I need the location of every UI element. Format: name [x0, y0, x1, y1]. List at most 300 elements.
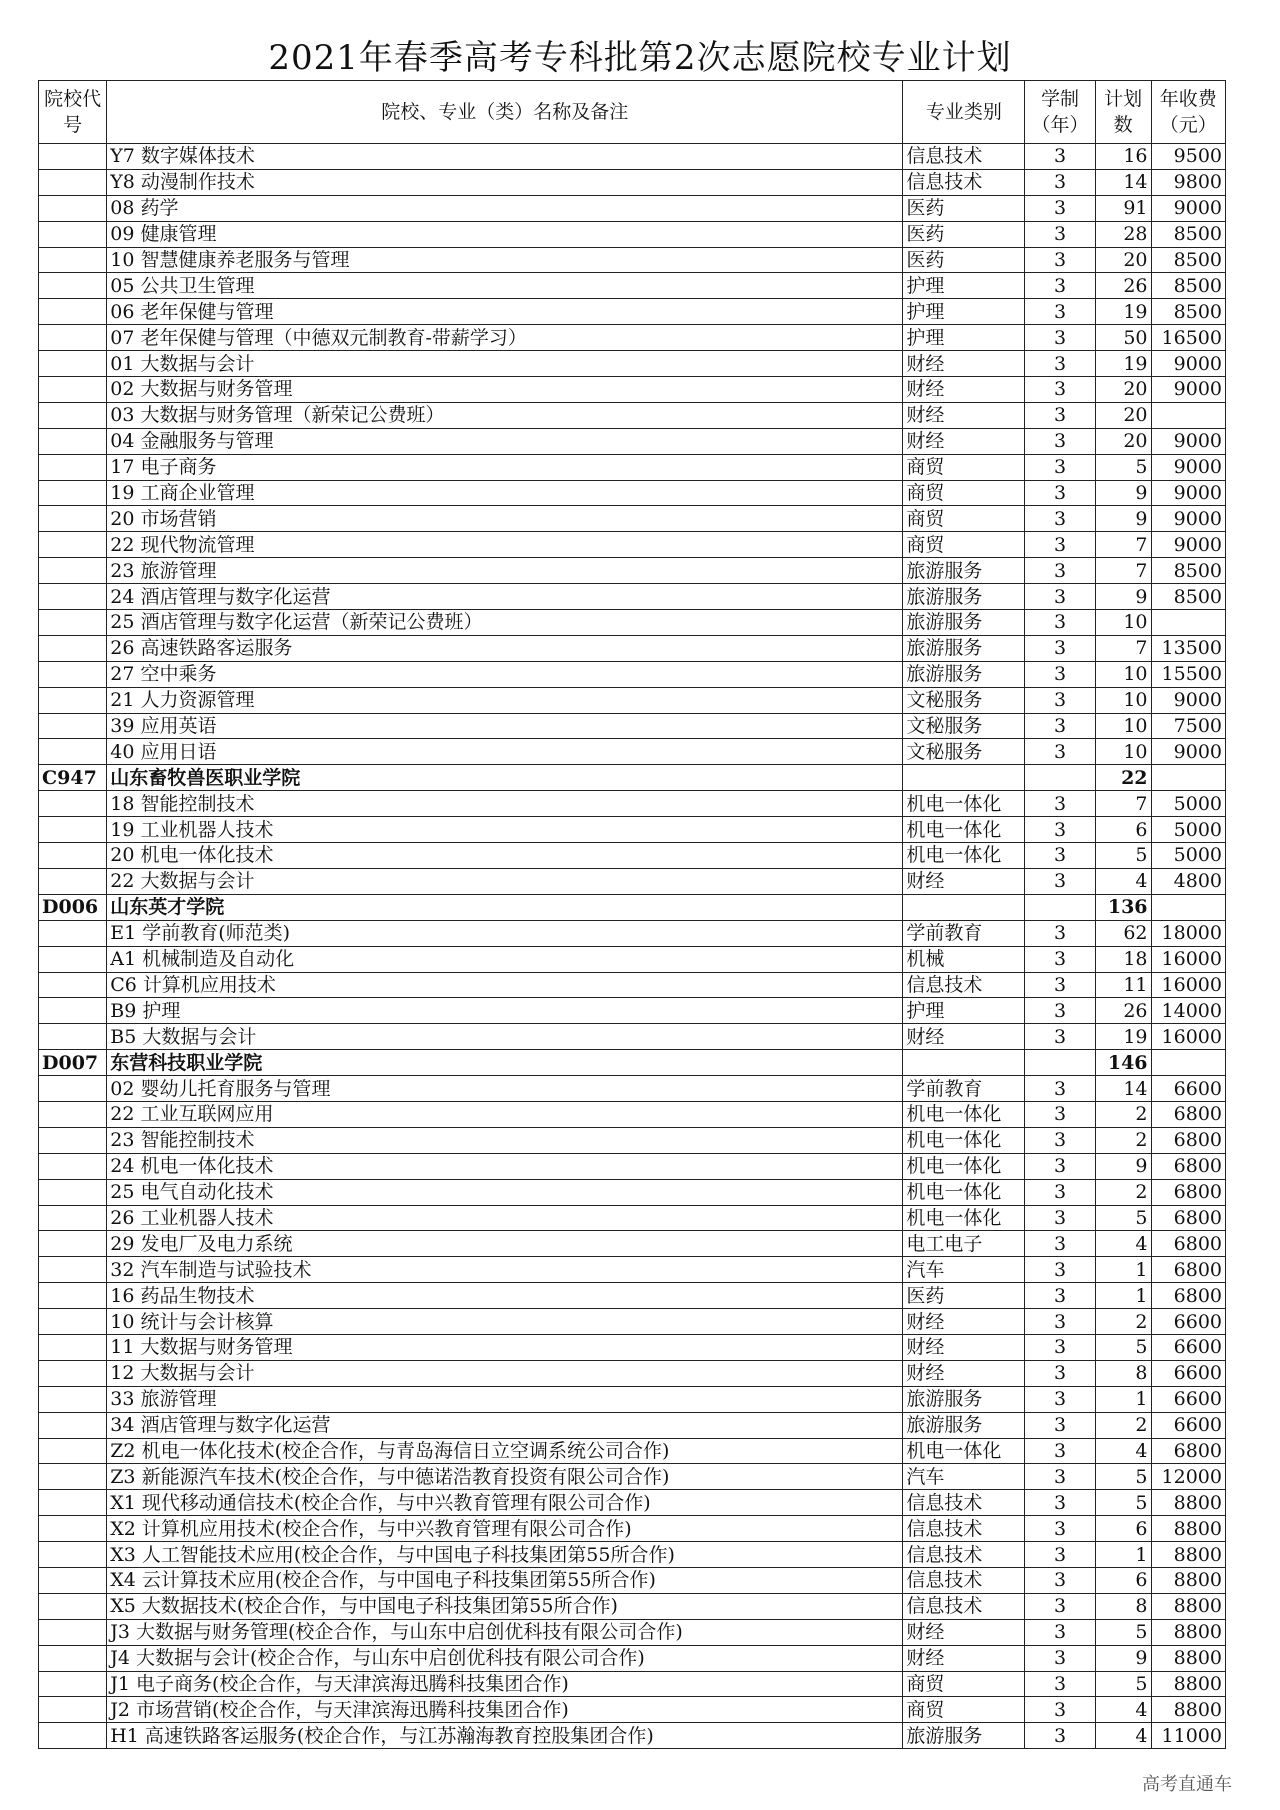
institution-code — [39, 299, 107, 325]
institution-code — [39, 1205, 107, 1231]
annual-fee: 8800 — [1151, 1567, 1225, 1593]
plan-count: 19 — [1095, 351, 1151, 377]
header-fee: 年收费（元） — [1151, 81, 1225, 144]
study-years: 3 — [1025, 1438, 1095, 1464]
major-category — [903, 894, 1025, 920]
annual-fee: 9000 — [1151, 532, 1225, 558]
plan-count: 7 — [1095, 791, 1151, 817]
major-name: J3 大数据与财务管理(校企合作，与山东中启创优科技有限公司合作) — [107, 1619, 903, 1645]
major-name: 26 高速铁路客运服务 — [107, 635, 903, 661]
institution-code — [39, 868, 107, 894]
table-row — [39, 713, 1226, 739]
major-category: 商贸 — [903, 532, 1025, 558]
major-category: 信息技术 — [903, 972, 1025, 998]
major-name: H1 高速铁路客运服务(校企合作，与江苏瀚海教育控股集团合作) — [107, 1723, 903, 1749]
plan-count: 26 — [1095, 273, 1151, 299]
major-name: 06 老年保健与管理 — [107, 299, 903, 325]
plan-count: 7 — [1095, 532, 1151, 558]
plan-count: 91 — [1095, 195, 1151, 221]
major-category: 护理 — [903, 325, 1025, 351]
plan-count: 1 — [1095, 1257, 1151, 1283]
institution-code — [39, 1490, 107, 1516]
annual-fee: 9000 — [1151, 454, 1225, 480]
institution-code — [39, 791, 107, 817]
major-category: 机电一体化 — [903, 1127, 1025, 1153]
major-name: E1 学前教育(师范类) — [107, 920, 903, 946]
annual-fee: 9000 — [1151, 480, 1225, 506]
table-row — [39, 1464, 1226, 1490]
institution-code: D007 — [39, 1050, 107, 1076]
major-category: 财经 — [903, 1619, 1025, 1645]
major-name: 20 机电一体化技术 — [107, 843, 903, 869]
plan-count: 10 — [1095, 739, 1151, 765]
major-name: 18 智能控制技术 — [107, 791, 903, 817]
annual-fee: 15500 — [1151, 661, 1225, 687]
institution-code — [39, 558, 107, 584]
major-name: J1 电子商务(校企合作，与天津滨海迅腾科技集团合作) — [107, 1671, 903, 1697]
study-years: 3 — [1025, 946, 1095, 972]
annual-fee: 9000 — [1151, 428, 1225, 454]
table-row — [39, 1645, 1226, 1671]
study-years — [1025, 894, 1095, 920]
major-category: 机械 — [903, 946, 1025, 972]
major-name: 34 酒店管理与数字化运营 — [107, 1412, 903, 1438]
institution-code — [39, 687, 107, 713]
plan-count: 1 — [1095, 1283, 1151, 1309]
major-category: 机电一体化 — [903, 1179, 1025, 1205]
institution-code — [39, 1542, 107, 1568]
major-name: 07 老年保健与管理（中德双元制教育-带薪学习） — [107, 325, 903, 351]
table-row — [39, 351, 1226, 377]
major-name: B9 护理 — [107, 998, 903, 1024]
plan-count: 18 — [1095, 946, 1151, 972]
study-years: 3 — [1025, 1257, 1095, 1283]
major-name: 20 市场营销 — [107, 506, 903, 532]
institution-code — [39, 195, 107, 221]
major-category: 财经 — [903, 1309, 1025, 1335]
study-years: 3 — [1025, 791, 1095, 817]
major-name: 17 电子商务 — [107, 454, 903, 480]
institution-code — [39, 247, 107, 273]
table-body — [39, 144, 1226, 1749]
institution-code — [39, 402, 107, 428]
major-name: 33 旅游管理 — [107, 1386, 903, 1412]
table-row — [39, 610, 1226, 636]
plan-count: 8 — [1095, 1593, 1151, 1619]
plan-count: 2 — [1095, 1309, 1151, 1335]
study-years: 3 — [1025, 1619, 1095, 1645]
annual-fee: 8500 — [1151, 247, 1225, 273]
study-years: 3 — [1025, 428, 1095, 454]
plan-count: 10 — [1095, 687, 1151, 713]
major-category: 汽车 — [903, 1257, 1025, 1283]
major-name: 29 发电厂及电力系统 — [107, 1231, 903, 1257]
table-row — [39, 1153, 1226, 1179]
table-row — [39, 273, 1226, 299]
study-years: 3 — [1025, 1490, 1095, 1516]
plan-count: 4 — [1095, 1231, 1151, 1257]
annual-fee: 9000 — [1151, 739, 1225, 765]
major-category — [903, 1050, 1025, 1076]
study-years: 3 — [1025, 480, 1095, 506]
annual-fee: 16000 — [1151, 1024, 1225, 1050]
major-name: X4 云计算技术应用(校企合作，与中国电子科技集团第55所合作) — [107, 1567, 903, 1593]
institution-code — [39, 221, 107, 247]
annual-fee: 8800 — [1151, 1645, 1225, 1671]
major-name: 10 智慧健康养老服务与管理 — [107, 247, 903, 273]
annual-fee: 8500 — [1151, 558, 1225, 584]
major-category: 商贸 — [903, 1697, 1025, 1723]
plan-count: 9 — [1095, 1153, 1151, 1179]
institution-code — [39, 998, 107, 1024]
institution-row — [39, 1050, 1226, 1076]
annual-fee: 14000 — [1151, 998, 1225, 1024]
table-row — [39, 946, 1226, 972]
study-years: 3 — [1025, 1516, 1095, 1542]
major-category: 机电一体化 — [903, 817, 1025, 843]
major-name: 16 药品生物技术 — [107, 1283, 903, 1309]
header-name: 院校、专业（类）名称及备注 — [107, 81, 903, 144]
plan-count: 20 — [1095, 247, 1151, 273]
plan-count: 7 — [1095, 558, 1151, 584]
major-category: 商贸 — [903, 1671, 1025, 1697]
study-years: 3 — [1025, 1567, 1095, 1593]
study-years: 3 — [1025, 1283, 1095, 1309]
study-years: 3 — [1025, 584, 1095, 610]
plan-count: 5 — [1095, 1334, 1151, 1360]
institution-code — [39, 1593, 107, 1619]
plan-count: 50 — [1095, 325, 1151, 351]
major-category: 财经 — [903, 377, 1025, 403]
plan-count: 2 — [1095, 1179, 1151, 1205]
study-years: 3 — [1025, 661, 1095, 687]
plan-count: 1 — [1095, 1386, 1151, 1412]
study-years: 3 — [1025, 1386, 1095, 1412]
header-plan: 计划数 — [1095, 81, 1151, 144]
annual-fee: 8800 — [1151, 1697, 1225, 1723]
table-row — [39, 817, 1226, 843]
institution-code — [39, 480, 107, 506]
header-row — [39, 81, 1226, 144]
major-name: 19 工业机器人技术 — [107, 817, 903, 843]
plan-count: 2 — [1095, 1412, 1151, 1438]
major-name: 04 金融服务与管理 — [107, 428, 903, 454]
table-row — [39, 739, 1226, 765]
table-row — [39, 1334, 1226, 1360]
major-category: 旅游服务 — [903, 635, 1025, 661]
institution-code — [39, 1024, 107, 1050]
institution-row — [39, 765, 1226, 791]
major-name: J2 市场营销(校企合作，与天津滨海迅腾科技集团合作) — [107, 1697, 903, 1723]
institution-code — [39, 920, 107, 946]
annual-fee: 8800 — [1151, 1490, 1225, 1516]
study-years: 3 — [1025, 998, 1095, 1024]
major-category: 财经 — [903, 1024, 1025, 1050]
study-years: 3 — [1025, 817, 1095, 843]
study-years: 3 — [1025, 1334, 1095, 1360]
major-name: 32 汽车制造与试验技术 — [107, 1257, 903, 1283]
study-years: 3 — [1025, 1671, 1095, 1697]
annual-fee: 5000 — [1151, 791, 1225, 817]
major-name: 19 工商企业管理 — [107, 480, 903, 506]
institution-name: 东营科技职业学院 — [107, 1050, 903, 1076]
major-category: 财经 — [903, 402, 1025, 428]
institution-code — [39, 506, 107, 532]
institution-code — [39, 713, 107, 739]
table-row — [39, 1257, 1226, 1283]
annual-fee: 8500 — [1151, 273, 1225, 299]
study-years: 3 — [1025, 920, 1095, 946]
institution-code — [39, 972, 107, 998]
table-row — [39, 972, 1226, 998]
study-years: 3 — [1025, 195, 1095, 221]
institution-code — [39, 584, 107, 610]
study-years: 3 — [1025, 1024, 1095, 1050]
annual-fee: 6600 — [1151, 1412, 1225, 1438]
plan-count: 9 — [1095, 1645, 1151, 1671]
institution-code — [39, 1386, 107, 1412]
plan-count: 10 — [1095, 661, 1151, 687]
table-row — [39, 1283, 1226, 1309]
major-category: 旅游服务 — [903, 661, 1025, 687]
major-category: 旅游服务 — [903, 1412, 1025, 1438]
table-row — [39, 1231, 1226, 1257]
major-name: 10 统计与会计核算 — [107, 1309, 903, 1335]
annual-fee: 4800 — [1151, 868, 1225, 894]
institution-code — [39, 325, 107, 351]
plan-count: 2 — [1095, 1101, 1151, 1127]
study-years: 3 — [1025, 1645, 1095, 1671]
institution-code — [39, 739, 107, 765]
plan-count: 7 — [1095, 635, 1151, 661]
institution-code — [39, 1179, 107, 1205]
major-category: 医药 — [903, 247, 1025, 273]
table-row — [39, 584, 1226, 610]
major-name: 12 大数据与会计 — [107, 1360, 903, 1386]
annual-fee: 16500 — [1151, 325, 1225, 351]
table-row — [39, 1593, 1226, 1619]
major-name: Z3 新能源汽车技术(校企合作，与中德诺浩教育投资有限公司合作) — [107, 1464, 903, 1490]
study-years: 3 — [1025, 972, 1095, 998]
study-years: 3 — [1025, 1231, 1095, 1257]
table-row — [39, 920, 1226, 946]
institution-code — [39, 454, 107, 480]
major-name: 21 人力资源管理 — [107, 687, 903, 713]
institution-code — [39, 1127, 107, 1153]
study-years: 3 — [1025, 377, 1095, 403]
study-years: 3 — [1025, 1101, 1095, 1127]
plan-count: 5 — [1095, 1619, 1151, 1645]
study-years: 3 — [1025, 169, 1095, 195]
major-category: 财经 — [903, 428, 1025, 454]
institution-code — [39, 843, 107, 869]
plan-count: 62 — [1095, 920, 1151, 946]
major-category: 机电一体化 — [903, 1205, 1025, 1231]
study-years: 3 — [1025, 144, 1095, 170]
plan-count: 9 — [1095, 584, 1151, 610]
major-name: X3 人工智能技术应用(校企合作，与中国电子科技集团第55所合作) — [107, 1542, 903, 1568]
institution-code — [39, 1671, 107, 1697]
major-category: 旅游服务 — [903, 1723, 1025, 1749]
table-row — [39, 506, 1226, 532]
institution-code — [39, 1645, 107, 1671]
major-name: 01 大数据与会计 — [107, 351, 903, 377]
annual-fee: 8500 — [1151, 299, 1225, 325]
table-row — [39, 402, 1226, 428]
plan-count: 14 — [1095, 1076, 1151, 1102]
annual-fee: 16000 — [1151, 972, 1225, 998]
plan-table — [38, 80, 1226, 1749]
major-category: 汽车 — [903, 1464, 1025, 1490]
major-category: 文秘服务 — [903, 687, 1025, 713]
plan-count: 20 — [1095, 377, 1151, 403]
annual-fee: 6800 — [1151, 1101, 1225, 1127]
institution-code — [39, 273, 107, 299]
major-name: 02 婴幼儿托育服务与管理 — [107, 1076, 903, 1102]
major-category: 护理 — [903, 998, 1025, 1024]
major-name: X5 大数据技术(校企合作，与中国电子科技集团第55所合作) — [107, 1593, 903, 1619]
major-category: 文秘服务 — [903, 739, 1025, 765]
major-category: 旅游服务 — [903, 1386, 1025, 1412]
annual-fee: 8800 — [1151, 1516, 1225, 1542]
study-years: 3 — [1025, 1412, 1095, 1438]
plan-count: 5 — [1095, 1205, 1151, 1231]
table-row — [39, 998, 1226, 1024]
major-name: A1 机械制造及自动化 — [107, 946, 903, 972]
annual-fee: 12000 — [1151, 1464, 1225, 1490]
annual-fee: 9000 — [1151, 351, 1225, 377]
table-row — [39, 1360, 1226, 1386]
major-name: 05 公共卫生管理 — [107, 273, 903, 299]
study-years: 3 — [1025, 635, 1095, 661]
plan-count: 6 — [1095, 817, 1151, 843]
annual-fee: 9000 — [1151, 506, 1225, 532]
major-category: 学前教育 — [903, 920, 1025, 946]
major-category: 财经 — [903, 1360, 1025, 1386]
table-row — [39, 791, 1226, 817]
annual-fee: 9500 — [1151, 144, 1225, 170]
annual-fee — [1151, 1050, 1225, 1076]
table-row — [39, 325, 1226, 351]
study-years: 3 — [1025, 843, 1095, 869]
plan-count: 16 — [1095, 144, 1151, 170]
institution-code — [39, 1257, 107, 1283]
annual-fee: 18000 — [1151, 920, 1225, 946]
annual-fee: 6800 — [1151, 1179, 1225, 1205]
major-name: X1 现代移动通信技术(校企合作，与中兴教育管理有限公司合作) — [107, 1490, 903, 1516]
study-years: 3 — [1025, 687, 1095, 713]
annual-fee: 13500 — [1151, 635, 1225, 661]
table-row — [39, 1671, 1226, 1697]
major-name: 08 药学 — [107, 195, 903, 221]
major-category: 机电一体化 — [903, 791, 1025, 817]
study-years: 3 — [1025, 1205, 1095, 1231]
plan-count: 4 — [1095, 1697, 1151, 1723]
major-category: 商贸 — [903, 506, 1025, 532]
plan-count: 4 — [1095, 868, 1151, 894]
plan-count: 20 — [1095, 402, 1151, 428]
annual-fee: 8500 — [1151, 221, 1225, 247]
table-row — [39, 1723, 1226, 1749]
annual-fee: 6800 — [1151, 1127, 1225, 1153]
header-years: 学制（年） — [1025, 81, 1095, 144]
major-category: 旅游服务 — [903, 558, 1025, 584]
plan-count: 5 — [1095, 1490, 1151, 1516]
study-years: 3 — [1025, 1360, 1095, 1386]
major-category: 医药 — [903, 221, 1025, 247]
institution-code — [39, 1309, 107, 1335]
table-row — [39, 1179, 1226, 1205]
study-years: 3 — [1025, 454, 1095, 480]
plan-count: 5 — [1095, 843, 1151, 869]
plan-count: 14 — [1095, 169, 1151, 195]
annual-fee: 7500 — [1151, 713, 1225, 739]
major-category: 机电一体化 — [903, 1101, 1025, 1127]
major-category: 电工电子 — [903, 1231, 1025, 1257]
table-row — [39, 1490, 1226, 1516]
major-name: 26 工业机器人技术 — [107, 1205, 903, 1231]
major-category: 财经 — [903, 868, 1025, 894]
major-name: 02 大数据与财务管理 — [107, 377, 903, 403]
page-title: 2021年春季高考专科批第2次志愿院校专业计划 — [268, 38, 1012, 78]
table-row — [39, 532, 1226, 558]
study-years: 3 — [1025, 1723, 1095, 1749]
plan-count: 5 — [1095, 454, 1151, 480]
major-category: 信息技术 — [903, 1490, 1025, 1516]
table-row — [39, 195, 1226, 221]
major-name: X2 计算机应用技术(校企合作，与中兴教育管理有限公司合作) — [107, 1516, 903, 1542]
institution-code — [39, 1438, 107, 1464]
plan-count: 4 — [1095, 1438, 1151, 1464]
study-years: 3 — [1025, 247, 1095, 273]
annual-fee: 6600 — [1151, 1360, 1225, 1386]
plan-count: 11 — [1095, 972, 1151, 998]
annual-fee: 6800 — [1151, 1283, 1225, 1309]
annual-fee: 6600 — [1151, 1309, 1225, 1335]
major-name: 40 应用日语 — [107, 739, 903, 765]
annual-fee: 8800 — [1151, 1671, 1225, 1697]
study-years: 3 — [1025, 1697, 1095, 1723]
table-row — [39, 480, 1226, 506]
table-row — [39, 1205, 1226, 1231]
major-category: 机电一体化 — [903, 1153, 1025, 1179]
institution-code — [39, 169, 107, 195]
study-years: 3 — [1025, 1127, 1095, 1153]
major-category: 信息技术 — [903, 144, 1025, 170]
major-category — [903, 765, 1025, 791]
study-years: 3 — [1025, 1076, 1095, 1102]
institution-code — [39, 377, 107, 403]
institution-code: C947 — [39, 765, 107, 791]
table-row — [39, 1101, 1226, 1127]
institution-code — [39, 1076, 107, 1102]
major-name: 25 电气自动化技术 — [107, 1179, 903, 1205]
study-years: 3 — [1025, 351, 1095, 377]
plan-count: 19 — [1095, 299, 1151, 325]
major-name: B5 大数据与会计 — [107, 1024, 903, 1050]
study-years: 3 — [1025, 325, 1095, 351]
plan-count: 9 — [1095, 506, 1151, 532]
table-row — [39, 1697, 1226, 1723]
institution-code — [39, 661, 107, 687]
institution-code — [39, 1283, 107, 1309]
major-name: 11 大数据与财务管理 — [107, 1334, 903, 1360]
annual-fee — [1151, 402, 1225, 428]
annual-fee: 6800 — [1151, 1205, 1225, 1231]
table-row — [39, 1567, 1226, 1593]
major-category: 学前教育 — [903, 1076, 1025, 1102]
major-name: 03 大数据与财务管理（新荣记公费班） — [107, 402, 903, 428]
